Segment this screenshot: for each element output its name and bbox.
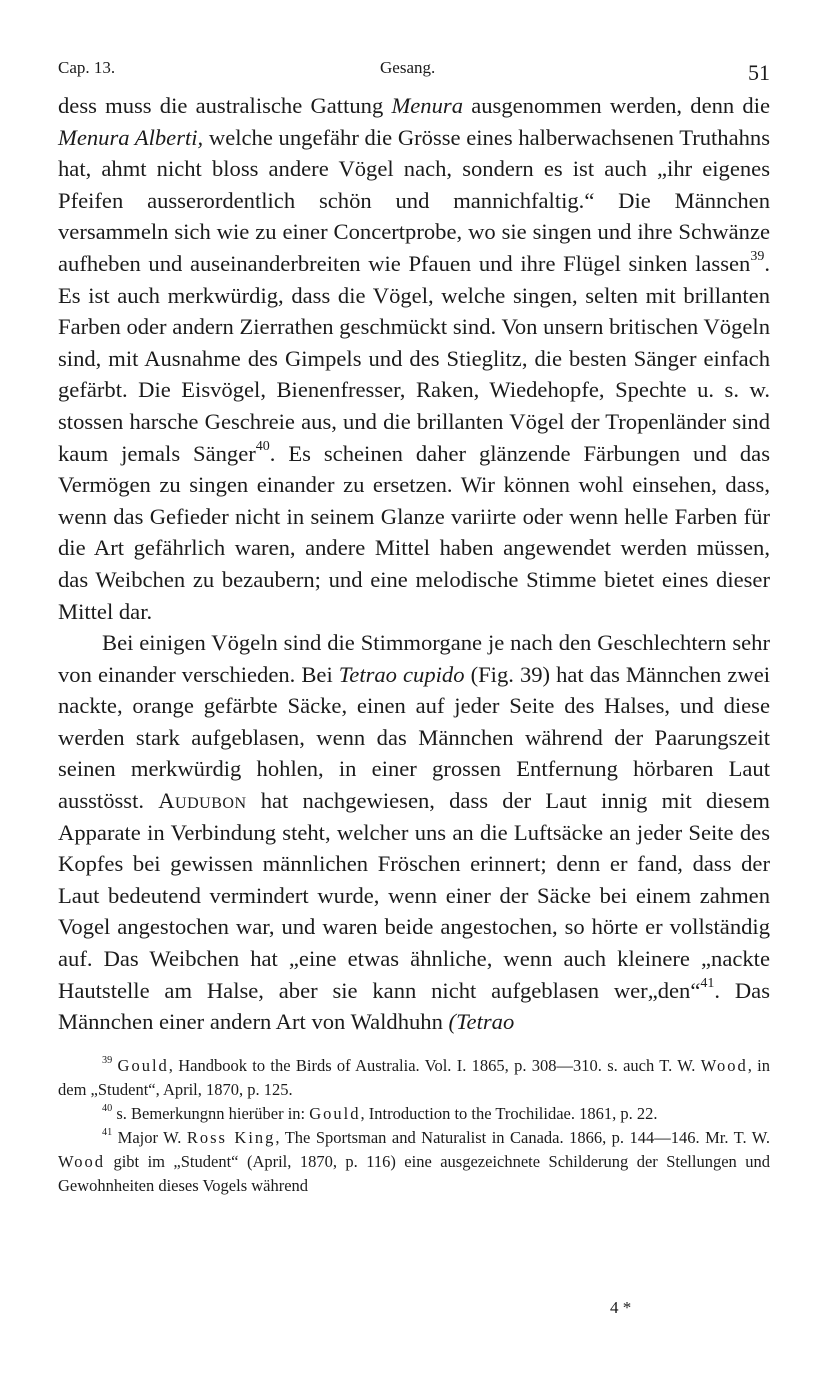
footnote-mark: 41 — [102, 1126, 113, 1138]
footnote-ref: 39 — [750, 249, 765, 265]
text-run: gibt im „Student“ (April, 1870, p. 116) eine ausgezeichnete Schilderung der Stellungen und Gewohnheiten dieses Vogels während — [58, 1151, 770, 1195]
species-name: Tetrao cupido — [338, 661, 465, 687]
text-run: dess muss die australische Gattung — [58, 93, 392, 118]
text-run: . Das Männchen einer andern Art von Waldhuhn — [58, 977, 770, 1035]
author-name: Wood — [58, 1151, 106, 1171]
author-name: Ross King — [186, 1127, 276, 1147]
author-name: Gould — [117, 1055, 169, 1075]
text-run: , Handbook to the Birds of Australia. Vol. I. 1865, p. 308—310. s. auch T. W. — [168, 1055, 701, 1075]
author-name: Audubon — [158, 788, 247, 814]
running-header — [58, 54, 770, 88]
footnote-39 — [58, 1054, 770, 1102]
genus-name: Menura — [391, 93, 463, 118]
text-run: s. Bemerkungnn hierüber in: — [112, 1103, 310, 1123]
book-page — [58, 54, 770, 1198]
text-run: hat nachgewiesen, dass der Laut innig mit diesem Apparate in Verbindung steht, welcher uns an die Luftsäcke an jeder Seite des Kopfes bei gewissen männlichen Fröschen erinnert; denn er fand, dass der Laut bedeutend vermindert wurde, wenn einer der Säcke bei einem zahmen Vogel angestochen war, und waren beide angestochen, so hörte er vollständig auf. Das Weibchen hat „eine etwas ähnliche, wenn auch kleinere „nackte Hautstelle am Halse, aber sie kann nicht aufgeblasen wer„den“ — [58, 788, 770, 1003]
author-name: Wood — [700, 1055, 748, 1075]
footnote-mark: 40 — [102, 1102, 113, 1114]
page-number: 51 — [748, 60, 770, 85]
paragraph — [58, 90, 770, 627]
footnote-ref: 40 — [255, 438, 270, 454]
printer-signature: 4 * — [610, 1298, 632, 1317]
chapter-label: Cap. 13. — [58, 58, 116, 77]
text-run: . Es scheinen daher glänzende Färbungen und das Vermögen zu singen einander zu ersetzen. Wir können wohl einsehen, dass, wenn das Gefieder nicht in seinem Glanze variirte oder wenn helle Farben für die Art gefährlich waren, andere Mittel haben angewendet werden müssen, das Weibchen zu bezaubern; und eine melodische Stimme bietet eines dieser Mittel dar. — [58, 440, 770, 624]
text-run: ausgenommen werden, denn die — [463, 93, 770, 118]
footnote-mark: 39 — [102, 1054, 113, 1066]
footnote-40 — [58, 1102, 770, 1126]
paragraph — [58, 627, 770, 1038]
text-run: Bei einigen Vögeln sind die Stimmorgane je nach den Geschlechtern sehr von einander verschieden. Bei — [58, 630, 770, 687]
main-text — [58, 90, 770, 1038]
species-name: (Tetrao — [448, 1009, 515, 1035]
text-run: , The Sportsman and Naturalist in Canada. 1866, p. 144—146. Mr. T. W. — [275, 1127, 770, 1147]
footnotes — [58, 1054, 770, 1198]
footnote-ref: 41 — [700, 976, 715, 991]
species-name: Menura Alberti, — [58, 124, 204, 150]
running-title: Gesang. — [380, 58, 436, 77]
text-run: (Fig. 39) hat das Männchen zwei nackte, orange gefärbte Säcke, einen auf jeder Seite des Halses, und diese werden stark aufgeblasen, wenn das Männchen während der Paarungszeit seinen merkwürdig hohlen, in einer grossen Entfernung hörbaren Laut ausstösst. — [58, 661, 770, 814]
text-run: , Introduction to the Trochilidae. 1861, p. 22. — [360, 1103, 658, 1123]
text-run: Major W. — [112, 1127, 187, 1147]
text-run: welche ungefähr die Grösse eines halberwachsenen Truthahns hat, ahmt nicht bloss andere Vögel nach, sondern es ist auch „ihr eigenes Pfeifen ausserordentlich schön und mannichfaltig.“ Die Männchen versammeln sich wie zu einer Concertprobe, wo sie singen und ihre Schwänze aufheben und auseinanderbreiten wie Pfauen und ihre Flügel sinken lassen — [58, 124, 771, 276]
text-run: . Es ist auch merkwürdig, dass die Vögel, welche singen, selten mit brillanten Farben oder andern Zierrathen geschmückt sind. Von unsern britischen Vögeln sind, mit Ausnahme des Gimpels und des Stieglitz, die besten Sänger einfach gefärbt. Die Eisvögel, Bienenfresser, Raken, Wiedehopfe, Spechte u. s. w. stossen harsche Geschreie aus, und die brillanten Vögel der Tropenländer sind kaum jemals Sänger — [58, 250, 770, 466]
author-name: Gould — [309, 1103, 361, 1123]
text-run: , in dem „Student“, April, 1870, p. 125. — [58, 1055, 771, 1099]
footnote-41 — [58, 1126, 770, 1198]
